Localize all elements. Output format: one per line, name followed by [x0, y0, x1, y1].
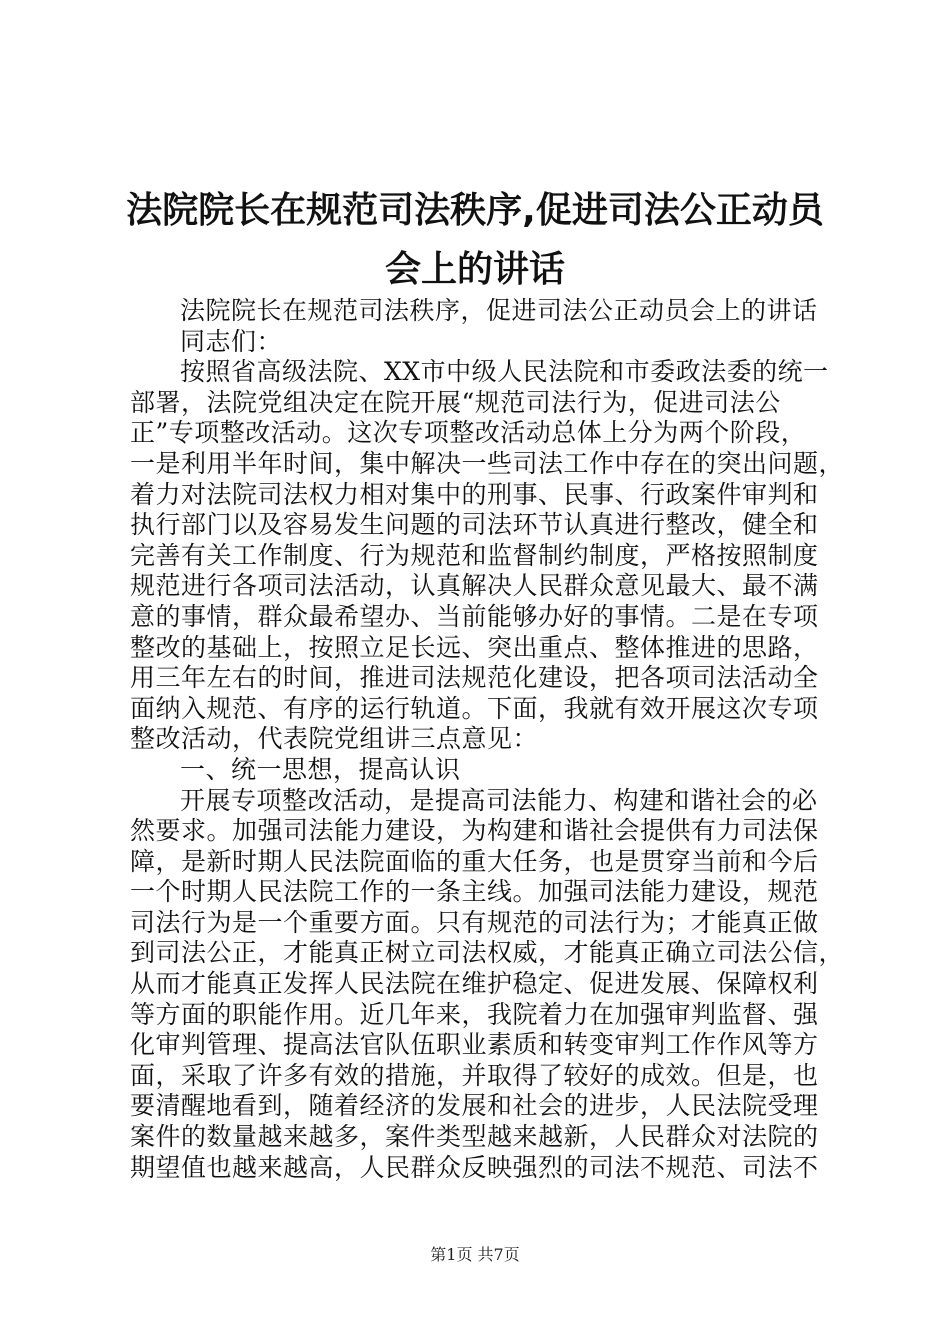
body-line: 等方面的职能作用。近几年来，我院着力在加强审判监督、强 [130, 999, 819, 1029]
body-line: 一个时期人民法院工作的一条主线。加强司法能力建设，规范 [130, 877, 819, 907]
body-line: 到司法公正，才能真正树立司法权威，才能真正确立司法公信， [130, 938, 845, 968]
body-line: 着力对法院司法权力相对集中的刑事、民事、行政案件审判和 [130, 479, 819, 509]
body-line: 要清醒地看到，随着经济的发展和社会的进步，人民法院受理 [130, 1091, 819, 1121]
body-line: 用三年左右的时间，推进司法规范化建设，把各项司法活动全 [130, 663, 819, 693]
body-line: 规范进行各项司法活动，认真解决人民群众意见最大、最不满 [130, 571, 819, 601]
body-line: 整改活动，代表院党组讲三点意见： [130, 724, 539, 754]
body-line: 开展专项整改活动，是提高司法能力、构建和谐社会的必 [180, 785, 818, 815]
body-line: 整改的基础上，按照立足长远、突出重点、整体推进的思路， [130, 632, 819, 662]
body-line: 按照省高级法院、XX市中级人民法院和市委政法委的统一 [180, 357, 829, 387]
body-line: 完善有关工作制度、行为规范和监督制约制度，严格按照制度 [130, 540, 819, 570]
body-line: 部署，法院党组决定在院开展“规范司法行为，促进司法公 [130, 387, 781, 417]
document-title-line-2: 会上的讲话 [384, 249, 565, 290]
body-line: 意的事情，群众最希望办、当前能够办好的事情。二是在专项 [130, 601, 819, 631]
body-line: 障，是新时期人民法院面临的重大任务，也是贯穿当前和今后 [130, 846, 819, 876]
body-line: 案件的数量越来越多，案件类型越来越新，人民群众对法院的 [130, 1122, 819, 1152]
document-title-line-1: 法院院长在规范司法秩序,促进司法公正动员 [126, 190, 824, 231]
body-line: 司法行为是一个重要方面。只有规范的司法行为；才能真正做 [130, 907, 819, 937]
body-line: 正”专项整改活动。这次专项整改活动总体上分为两个阶段， [130, 418, 807, 448]
body-line: 化审判管理、提高法官队伍职业素质和转变审判工作作风等方 [130, 1030, 819, 1060]
body-line: 从而才能真正发挥人民法院在维护稳定、促进发展、保障权利 [130, 969, 819, 999]
body-line: 执行部门以及容易发生问题的司法环节认真进行整改，健全和 [130, 510, 819, 540]
body-line: 同志们： [180, 326, 283, 356]
body-line: 法院院长在规范司法秩序，促进司法公正动员会上的讲话 [180, 296, 818, 325]
body-line: 一是利用半年时间，集中解决一些司法工作中存在的突出问题， [130, 448, 845, 478]
body-line: 期望值也越来越高，人民群众反映强烈的司法不规范、司法不 [130, 1152, 819, 1182]
body-line: 面纳入规范、有序的运行轨道。下面，我就有效开展这次专项 [130, 693, 819, 723]
body-line: 面，采取了许多有效的措施，并取得了较好的成效。但是，也 [130, 1060, 819, 1090]
page-footer: 第1页 共7页 [430, 1245, 520, 1264]
document-body [130, 296, 845, 1183]
body-line: 一、统一思想，提高认识 [180, 754, 461, 784]
body-line: 然要求。加强司法能力建设，为构建和谐社会提供有力司法保 [130, 816, 819, 846]
